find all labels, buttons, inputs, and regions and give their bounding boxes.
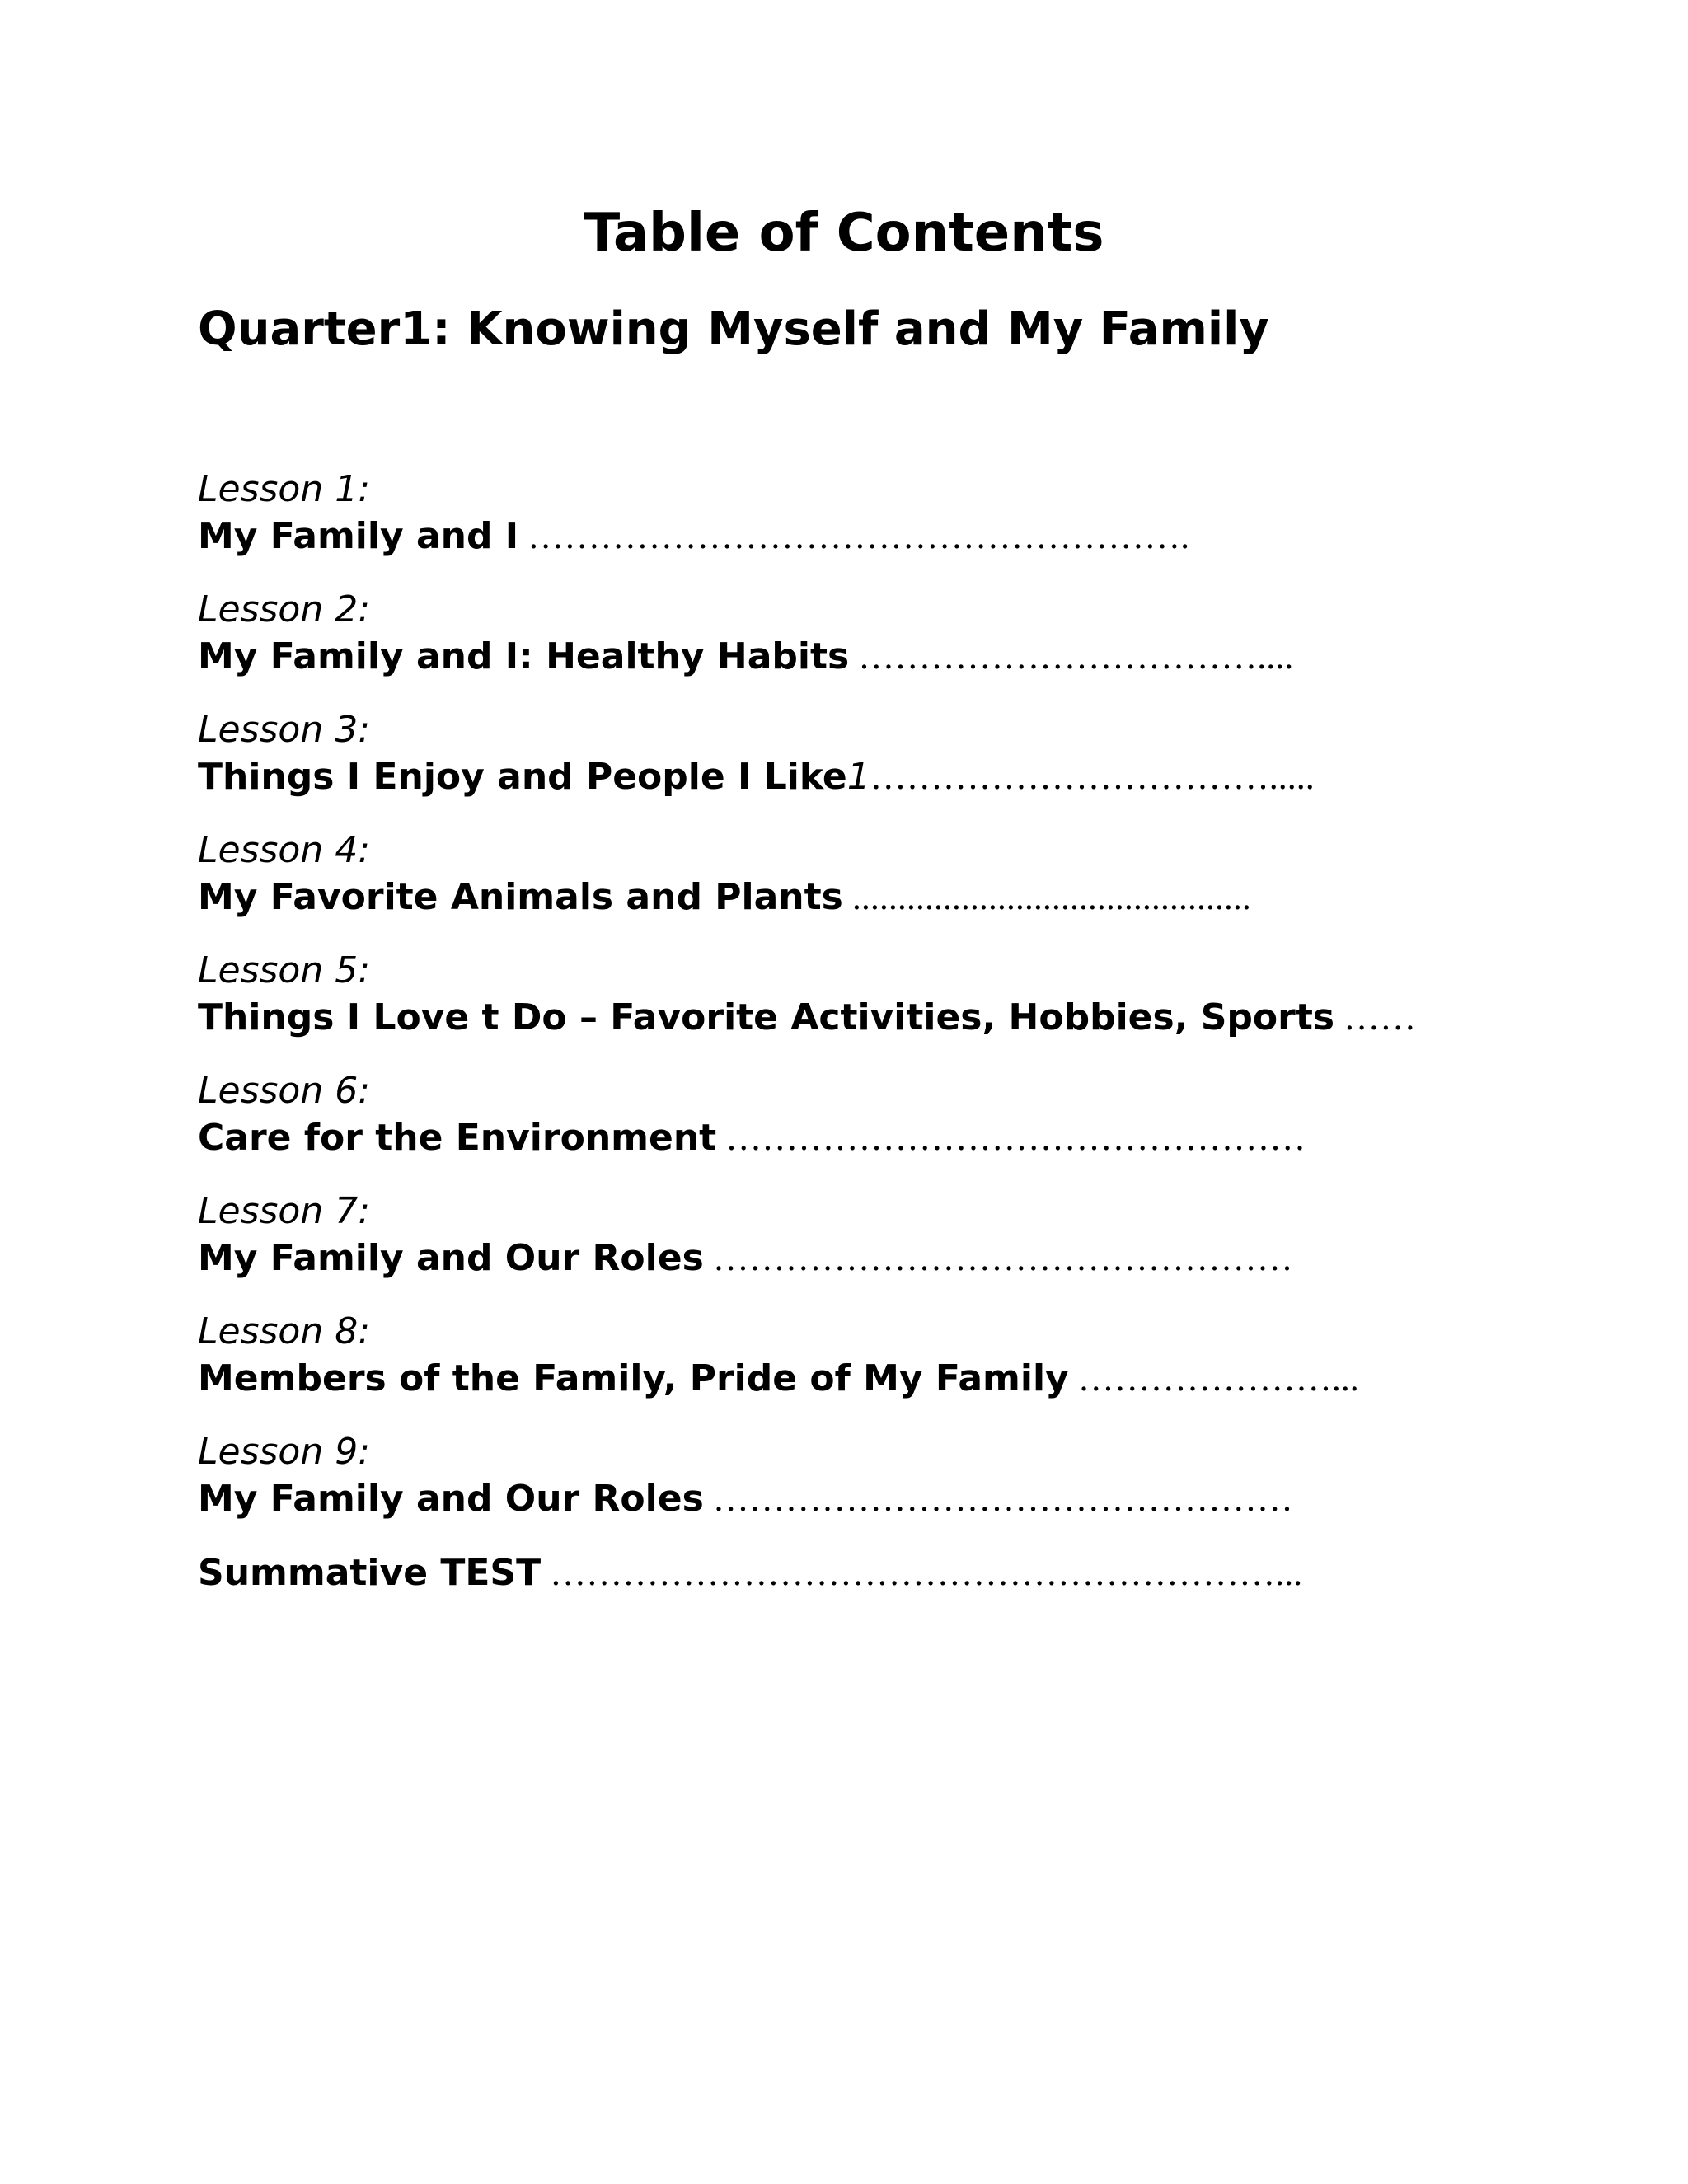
lesson-title-line <box>198 1475 1533 1523</box>
summative-title: Summative TEST <box>198 1552 542 1594</box>
lesson-title: Things I Love t Do – Favorite Activities, Hobbies, Sports <box>198 996 1335 1038</box>
page-title: Table of Contents <box>584 203 1104 264</box>
toc-entry-lesson-6 <box>198 1068 1533 1162</box>
lesson-title-line <box>198 633 1533 681</box>
dot-leader: ………………………………………… <box>703 1479 1293 1519</box>
lesson-title-line <box>198 1114 1533 1162</box>
toc-entry-lesson-4 <box>198 827 1533 921</box>
toc-entry-lesson-3 <box>198 707 1533 801</box>
toc-entry-lesson-8 <box>198 1309 1533 1403</box>
dot-leader: …………………………….... <box>849 636 1294 677</box>
dot-leader: ………………………………………………. <box>518 516 1190 556</box>
lesson-label: Lesson 9: <box>198 1431 371 1473</box>
toc-entry-lesson-5 <box>198 948 1533 1042</box>
lesson-title: My Family and Our Roles <box>198 1237 704 1279</box>
table-of-contents <box>198 466 1533 1624</box>
lesson-label: Lesson 7: <box>198 1190 371 1232</box>
lesson-title: Members of the Family, Pride of My Family <box>198 1357 1069 1399</box>
lesson-title-line <box>198 753 1533 801</box>
toc-entry-summative-test <box>198 1549 1533 1597</box>
toc-entry-lesson-9 <box>198 1429 1533 1523</box>
quarter-heading: Quarter1: Knowing Myself and My Family <box>198 302 1269 356</box>
lesson-title: My Family and I: Healthy Habits <box>198 635 850 677</box>
summative-title-line <box>198 1549 1533 1597</box>
dot-leader: ………………………………………… <box>716 1118 1306 1158</box>
dot-leader: ............................................ <box>842 877 1251 917</box>
lesson-title-line <box>198 874 1533 921</box>
dot-leader: …………………... <box>1068 1358 1359 1399</box>
lesson-title: My Family and Our Roles <box>198 1478 704 1520</box>
dot-leader: …… <box>1334 997 1417 1038</box>
lesson-label: Lesson 6: <box>198 1070 371 1112</box>
toc-entry-lesson-2 <box>198 587 1533 681</box>
lesson-label: Lesson 5: <box>198 949 371 991</box>
lesson-title: My Favorite Animals and Plants <box>198 876 843 918</box>
lesson-label: Lesson 1: <box>198 468 371 510</box>
lesson-title-line <box>198 513 1533 560</box>
dot-leader: ………………………………………… <box>703 1238 1293 1278</box>
toc-entry-lesson-1 <box>198 466 1533 560</box>
lesson-label: Lesson 4: <box>198 829 371 871</box>
lesson-title-line <box>198 994 1533 1042</box>
lesson-label: Lesson 3: <box>198 709 371 751</box>
lesson-title-line <box>198 1235 1533 1282</box>
lesson-title: Care for the Environment <box>198 1117 717 1159</box>
lesson-label: Lesson 2: <box>198 588 371 630</box>
lesson-title: Things I Enjoy and People I Like <box>198 756 847 798</box>
lesson-label: Lesson 8: <box>198 1310 371 1352</box>
dot-leader: ……………………………………………………... <box>541 1553 1303 1593</box>
toc-entry-lesson-7 <box>198 1188 1533 1282</box>
lesson-title-line <box>198 1355 1533 1403</box>
lesson-title: My Family and I <box>198 515 519 557</box>
lesson-suffix: 1 <box>846 756 870 798</box>
dot-leader: ……………………………..... <box>870 757 1315 797</box>
